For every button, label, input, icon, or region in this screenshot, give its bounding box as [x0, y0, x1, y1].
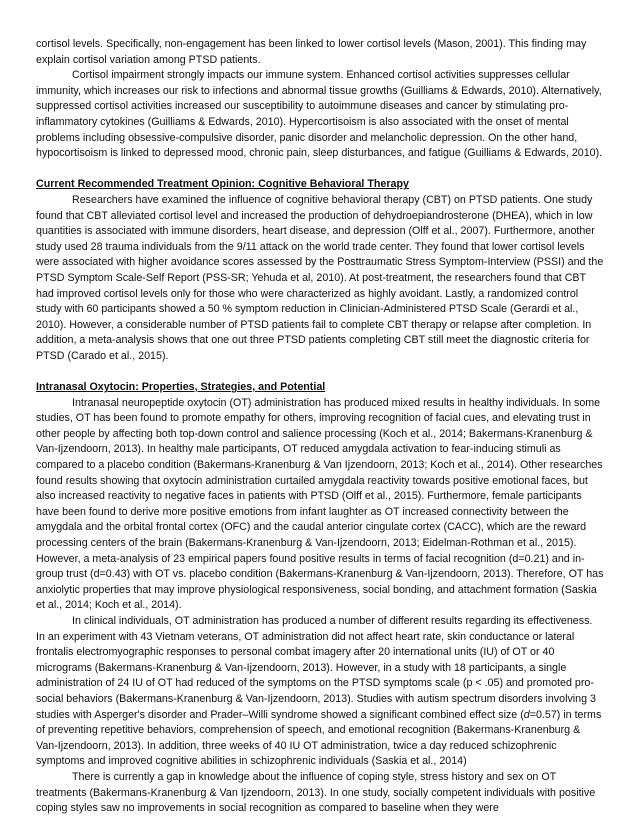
section-heading-cbt: Current Recommended Treatment Opinion: Cognitive Behavioral Therapy	[36, 178, 409, 191]
paragraph-continuation: cortisol levels. Specifically, non-engagement has been linked to lower cortisol levels (Mason, 2001). This finding may explain cortisol variation among PTSD patients.	[36, 38, 587, 66]
section-heading-oxytocin: Intranasal Oxytocin: Properties, Strategies, and Potential	[36, 381, 326, 394]
paragraph-oxytocin-clinical	[36, 614, 604, 770]
paragraph-cbt: Researchers have examined the influence of cognitive behavioral therapy (CBT) on PTSD patients. One study found that CBT alleviated cortisol level and increased the production of dehydroepiandrosterone (DHEA), which in low quantities is associated with immune disorders, heart disease, and depression (Olff et al., 2007). Furthermore, another study used 28 trauma individuals from the 9/11 attack on the world trade center. They found that lower cortisol levels were associated with higher avoidance scores assessed by the Posttraumatic Stress Symptom-Interview (PSSI) and the PTSD Symptom Scale-Self Report (PSS-SR; Yehuda et al, 2010). At post-treatment, the researchers found that CBT had improved cortisol levels only for those who were characterized as highly avoidant. Lastly, a randomized control study with 60 participants showed a 50 % symptom reduction in Clinician-Administered PTSD Scale (Gerardi et al., 2010). However, a considerable number of PTSD patients fail to complete CBT therapy or relapse after completion. In addition, a meta-analysis shows that one out three PTSD patients completing CBT still meet the diagnostic criteria for PTSD (Carado et al., 2015).	[36, 193, 604, 362]
paragraph-oxytocin-healthy: Intranasal neuropeptide oxytocin (OT) administration has produced mixed results in healthy individuals. In some studies, OT has been found to promote empathy for others, improving recognition of facial cues, and elevating trust in other people by affecting both top-down control and salience processing (Koch et al., 2014; Bakermans-Kranenburg & Van-Ijzendoorn, 2013). In healthy male participants, OT reduced amygdala activation to fear-inducing stimuli as compared to a placebo condition (Bakermans-Kranenburg & Van Ijzendoorn, 2013; Koch et al., 2014). Other researches found results showing that oxytocin administration curtailed amygdala reactivity towards positive emotional faces, but also increased reactivity to negative faces in patients with PTSD (Olff et al., 2015). Furthermore, female participants have been found to derive more positive emotions from infant laughter as OT increased connectivity between the amygdala and the orbital frontal cortex (OFC) and the caudal anterior cingulate cortex (CACC), which are the reward processing centers of the brain (Bakermans-Kranenburg & Van-Ijzendoorn, 2013; Eidelman-Rothman et al., 2015). However, a meta-analysis of 23 empirical papers found positive results in terms of facial recognition (d=0.21) and in-group trust (d=0.43) with OT vs. placebo condition (Bakermans-Kranenburg & Van-Ijzendoorn, 2013). Therefore, OT has anxiolytic properties that may improve physiological responsiveness, social bonding, and attachment formation (Saskia et al., 2014; Koch et al., 2014).	[36, 396, 604, 612]
paragraph-text-part: In clinical individuals, OT administration has produced a number of different results regarding its effectiveness. In an experiment with 43 Vietnam veterans, OT administration did not affect heart rate, skin conductance or lateral frontalis electromyographic responses to personal combat imagery after 20 international units (IU) of OT or 40 micrograms (Bakermans-Kranenburg & Van-Ijzendoorn, 2013). However, in a study with 18 participants, a single administration of 24 IU of OT had reduced of the symptoms on the PTSD symptoms scale (p < .05) and promoted pro-social behaviors (Bakermans-Kranenburg & Van-Ijzendoorn, 2013). Studies with autism spectrum disorders involving 3 studies with Asperger's disorder and Prader–Willi syndrome showed a significant combined effect size (	[36, 614, 596, 721]
paragraph-knowledge-gap: There is currently a gap in knowledge about the influence of coping style, stress history and sex on OT treatments (Bakermans-Kranenburg & Van Ijzendoorn, 2013). In one study, socially competent individuals with positive coping styles saw no improvements in social recognition as compared to baseline when they were	[36, 770, 596, 815]
paragraph-text-part: =0.57) in terms of preventing repetitive behaviors, comprehension of speech, and emotional recognition (Bakermans-Kranenburg & Van-Ijzendoorn, 2013). In addition, three weeks of 40 IU OT administration, twice a day reduced schizophrenic symptoms and improved cognitive abilities in schizophrenic individuals (Saskia et al., 2014)	[36, 708, 602, 768]
effect-size-symbol: d	[523, 708, 530, 721]
paragraph-cortisol-immune: Cortisol impairment strongly impacts our immune system. Enhanced cortisol activities suppresses cellular immunity, which increases our risk to infections and abnormal tissue growths (Guilliams & Edwards, 2010). Alternatively, suppressed cortisol activities increased our susceptibility to autoimmune diseases and cancer by stimulating pro-inflammatory cytokines (Guilliams & Edwards, 2010). Hypercortisoism is also associated with the onset of mental problems including obsessive-compulsive disorder, panic disorder and melancholic depression. On the other hand, hypocortisoism is linked to depressed mood, chronic pain, sleep disturbances, and fatigue (Guilliams & Edwards, 2010).	[36, 69, 603, 160]
